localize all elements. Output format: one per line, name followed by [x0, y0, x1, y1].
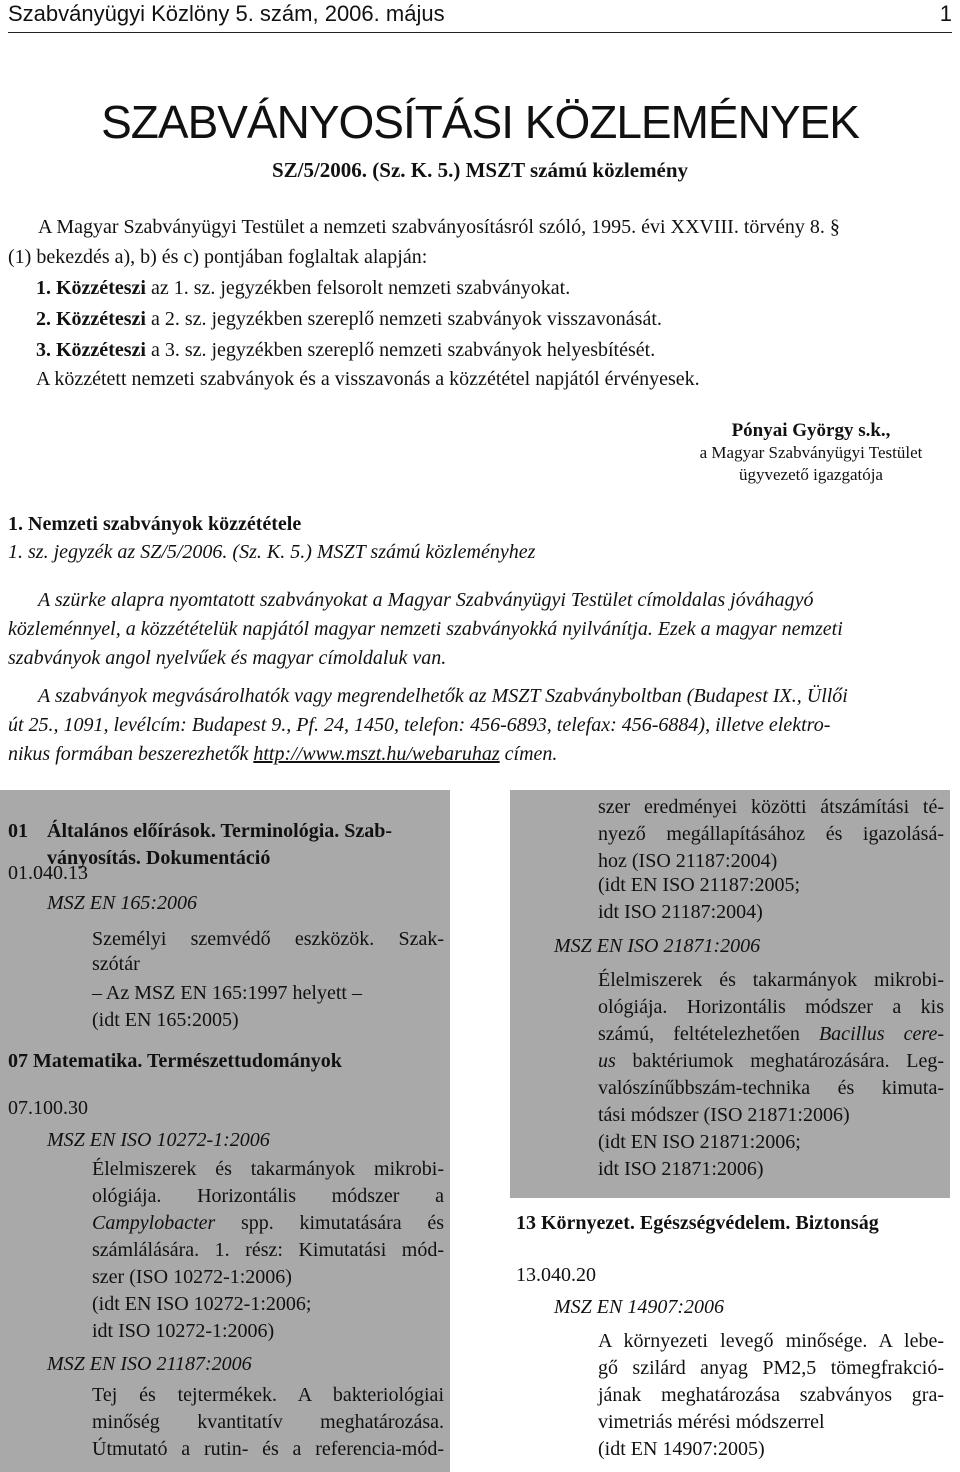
standard-title: tási módszer (ISO 21871:2006): [598, 1104, 850, 1126]
webshop-link[interactable]: http://www.mszt.hu/webaruhaz: [253, 743, 500, 765]
item-number: 3.: [36, 339, 51, 361]
standard-equivalence: idt ISO 21187:2004): [598, 901, 763, 923]
standard-code: MSZ EN ISO 10272-1:2006: [47, 1129, 270, 1151]
standard-equivalence: (idt EN ISO 21187:2005;: [598, 874, 801, 896]
section-heading-block: [8, 510, 535, 566]
item-number: 2.: [36, 308, 51, 330]
item-verb: Közzéteszi: [56, 308, 146, 330]
list-item: [8, 335, 952, 366]
page-header: [8, 0, 952, 33]
standard-equivalence: idt ISO 21871:2006): [598, 1158, 764, 1180]
standard-title: valószínűbbszám-technika és kimuta-: [598, 1077, 944, 1099]
standard-title: A környezeti levegő minősége. A lebe-: [598, 1330, 944, 1352]
standard-title: számú, feltételezhetően Bacillus cere-: [598, 1023, 944, 1045]
standard-title: Személyi szemvédő eszközök. Szak-: [92, 928, 444, 950]
grey-standard-box: [510, 790, 950, 1198]
journal-title: Szabványügyi Közlöny 5. szám, 2006. május: [8, 1, 445, 26]
standard-title: Campylobacter spp. kimutatására és: [92, 1212, 444, 1234]
standard-title: gő szilárd anyag PM2,5 tömegfrakció-: [598, 1357, 944, 1379]
standard-title: Útmutató a rutin- és a referencia-mód-: [92, 1438, 444, 1460]
category-title: Általános előírások. Terminológia. Szab-: [47, 820, 393, 842]
standard-title: jának meghatározása szabványos gra-: [598, 1384, 944, 1406]
standard-title: minőség kvantitatív meghatározása.: [92, 1411, 444, 1433]
category-number: 01: [8, 820, 28, 842]
section-heading: 1. Nemzeti szabványok közzététele: [8, 513, 302, 535]
item-text: a 3. sz. jegyzékben szereplő nemzeti szabványok helyesbítését.: [145, 339, 656, 361]
text-line: út 25., 1091, levélcím: Budapest 9., Pf. 24, 1450, telefon: 456-6893, telefax: 456-6884), illetve elektro-: [8, 714, 831, 736]
standard-code: MSZ EN ISO 21187:2006: [47, 1353, 252, 1375]
category-heading: 13 Környezet. Egészségvédelem. Biztonság: [516, 1212, 879, 1234]
purchase-note: [8, 682, 952, 769]
standard-title: szótár: [92, 953, 140, 975]
item-verb: Közzéteszi: [56, 277, 146, 299]
standard-title: ológiája. Horizontális módszer a: [92, 1185, 444, 1207]
category-heading: 07 Matematika. Természettudományok: [8, 1050, 342, 1072]
standard-title: Tej és tejtermékek. A bakteriológiai: [92, 1384, 444, 1406]
standard-code: MSZ EN ISO 21871:2006: [554, 935, 761, 957]
ics-code: 07.100.30: [8, 1097, 88, 1119]
standard-code: MSZ EN 165:2006: [47, 892, 197, 914]
standard-equivalence: (idt EN ISO 21871:2006;: [598, 1131, 801, 1153]
ics-code: 01.040.13: [8, 862, 88, 884]
text-line: közleménnyel, a közzétételük napjától magyar nemzeti szabványokká nyilvánítja. Ezek a magyar nemzeti: [8, 618, 843, 640]
text-line: szabványok angol nyelvűek és magyar címoldaluk van.: [8, 647, 447, 669]
page-number: 1: [939, 1, 952, 26]
left-column: [0, 790, 450, 1472]
standard-equivalence: (idt EN 14907:2005): [598, 1438, 765, 1460]
standard-code: MSZ EN 14907:2006: [554, 1296, 724, 1318]
item-text: a 2. sz. jegyzékben szereplő nemzeti szabványok visszavonását.: [145, 308, 662, 330]
list-item: [8, 273, 952, 304]
item-number: 1.: [36, 277, 51, 299]
standard-title: Élelmiszerek és takarmányok mikrobi-: [598, 969, 944, 991]
category-title: ványosítás. Dokumentáció: [47, 847, 271, 869]
standard-equivalence: (idt EN 165:2005): [92, 1009, 239, 1031]
text-line: A szürke alapra nyomtatott szabványokat a Magyar Szabványügyi Testület címoldalas jóváhagyó: [38, 589, 814, 611]
text-line: A szabványok megvásárolhatók vagy megrendelhetők az MSZT Szabványboltban (Budapest IX., Üllői: [38, 685, 848, 707]
validity-statement: A közzétett nemzeti szabványok és a visszavonás a közzététel napjától érvényesek.: [36, 368, 700, 390]
standard-title: Élelmiszerek és takarmányok mikrobi-: [92, 1158, 444, 1180]
item-text: az 1. sz. jegyzékben felsorolt nemzeti szabványokat.: [145, 277, 571, 299]
ics-code: 13.040.20: [516, 1264, 596, 1286]
item-verb: Közzéteszi: [56, 339, 146, 361]
standard-equivalence: (idt EN ISO 10272-1:2006;: [92, 1293, 312, 1315]
standard-title: hoz (ISO 21187:2004): [598, 850, 778, 872]
intro-paragraph: [8, 212, 952, 272]
list-item: [8, 304, 952, 335]
signatory-title: a Magyar Szabványügyi Testület: [699, 443, 923, 462]
standard-equivalence: idt ISO 10272-1:2006): [92, 1320, 275, 1342]
standard-title: ológiája. Horizontális módszer a kis: [598, 996, 944, 1018]
standard-title: us baktériumok meghatározására. Leg-: [598, 1050, 944, 1072]
announcement-subtitle: SZ/5/2006. (Sz. K. 5.) MSZT számú közlemény: [271, 158, 689, 182]
standard-title: nyező megállapításához és igazolásá-: [598, 823, 944, 845]
signatory-title: ügyvezető igazgatója: [739, 465, 883, 484]
page-title: SZABVÁNYOSÍTÁSI KÖZLEMÉNYEK: [101, 96, 859, 148]
standard-title: vimetriás mérési módszerrel: [598, 1411, 825, 1433]
text-line: nikus formában beszerezhetők http://www.mszt.hu/webaruhaz címen.: [8, 743, 558, 765]
standard-title: szer eredményei közötti átszámítási té-: [598, 796, 944, 818]
standard-title: számlálására. 1. rész: Kimutatási mód-: [92, 1239, 444, 1261]
intro-line: A Magyar Szabványügyi Testület a nemzeti szabványosításról szóló, 1995. évi XXVIII. törvény 8. §: [38, 216, 840, 238]
signatory-name: Pónyai György s.k.,: [731, 420, 891, 441]
intro-line: (1) bekezdés a), b) és c) pontjában foglaltak alapján:: [8, 246, 428, 268]
section-subheading: 1. sz. jegyzék az SZ/5/2006. (Sz. K. 5.) MSZT számú közleményhez: [8, 541, 536, 563]
standard-title: szer (ISO 10272-1:2006): [92, 1266, 292, 1288]
grey-standards-note: [8, 586, 952, 673]
standard-replaces: – Az MSZ EN 165:1997 helyett –: [92, 982, 362, 1004]
announcement-items: [8, 273, 952, 366]
signature-block: [696, 420, 926, 486]
